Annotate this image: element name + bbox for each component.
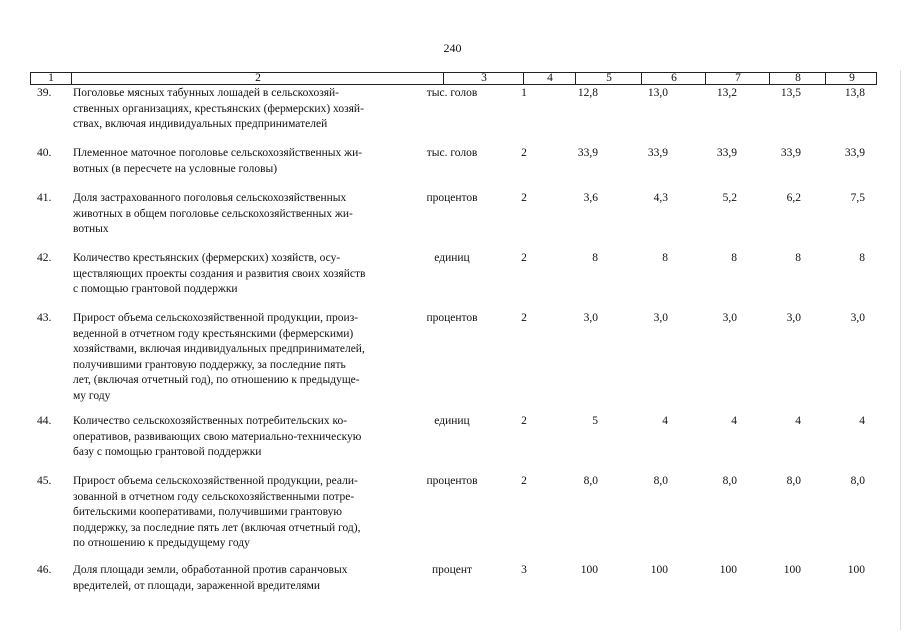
indicator-name-line: Количество крестьянских (фермерских) хозяйств, осу-	[73, 252, 341, 264]
unit: тыс. голов	[426, 147, 478, 159]
value-col-6: 8	[662, 252, 668, 264]
value-col-7: 8,0	[722, 475, 737, 487]
header-col-2: 2	[71, 73, 444, 84]
row-number: 46.	[37, 564, 52, 576]
indicator-name-line: ственных организациях, крестьянских (фермерских) хозяй-	[73, 102, 364, 115]
indicator-name-line: вредителей, от площади, зараженной вредителями	[73, 579, 321, 592]
value-col-7: 4	[731, 415, 737, 427]
row-number: 42.	[37, 252, 52, 264]
header-col-9: 9	[825, 73, 878, 84]
value-col-6: 33,9	[647, 147, 668, 159]
indicator-name	[73, 146, 403, 177]
row-number: 40.	[37, 147, 52, 159]
value-col-7: 8	[731, 252, 737, 264]
unit: процентов	[426, 192, 478, 204]
unit: единиц	[434, 415, 470, 427]
indicator-type: 2	[521, 415, 527, 427]
indicator-name-line: Прирост объема сельскохозяйственной продукции, произ-	[73, 312, 359, 324]
page-number: 240	[443, 41, 462, 55]
indicator-name-line: с помощью грантовой поддержки	[73, 283, 238, 296]
indicator-name-line: му году	[73, 389, 111, 402]
indicator-type: 1	[521, 87, 527, 99]
indicator-name-line: хозяйствами, включая индивидуальных предпринимателей,	[73, 343, 365, 356]
value-col-7: 33,9	[716, 147, 737, 159]
indicator-name	[73, 563, 403, 594]
indicator-name-line: вотных	[73, 223, 109, 236]
scan-edge-line	[900, 70, 901, 630]
value-col-5: 5	[592, 415, 598, 427]
indicator-name-line: Доля застрахованного поголовья сельскохозяйственных	[73, 192, 347, 204]
value-col-6: 4,3	[653, 192, 668, 204]
indicator-name-line: бительскими кооперативами, получившими грантовую	[73, 506, 342, 519]
indicator-type: 2	[521, 192, 527, 204]
value-col-9: 33,9	[844, 147, 865, 159]
value-col-5: 12,8	[577, 87, 598, 99]
header-col-3: 3	[443, 73, 524, 84]
header-col-7: 7	[705, 73, 770, 84]
row-number: 39.	[37, 87, 52, 99]
indicator-name-line: животных в общем поголовье сельскохозяйственных жи-	[73, 207, 353, 220]
value-col-9: 13,8	[844, 87, 865, 99]
indicator-name-line: Прирост объема сельскохозяйственной продукции, реали-	[73, 475, 358, 487]
value-col-5: 8	[592, 252, 598, 264]
table-header-row	[30, 72, 877, 85]
value-col-9: 8,0	[850, 475, 865, 487]
header-col-5: 5	[575, 73, 642, 84]
value-col-5: 33,9	[577, 147, 598, 159]
value-col-5: 3,0	[583, 312, 598, 324]
indicator-name-line: лет, (включая отчетный год), по отношению к предыдуще-	[73, 374, 360, 387]
value-col-7: 3,0	[722, 312, 737, 324]
value-col-8: 8	[795, 252, 801, 264]
row-number: 43.	[37, 312, 52, 324]
indicator-type: 2	[521, 312, 527, 324]
indicator-name-line: Поголовье мясных табунных лошадей в сельскохозяй-	[73, 87, 340, 99]
indicator-name	[73, 311, 403, 405]
value-col-9: 8	[859, 252, 865, 264]
value-col-7: 5,2	[722, 192, 737, 204]
value-col-6: 4	[662, 415, 668, 427]
value-col-6: 100	[650, 564, 668, 576]
row-number: 45.	[37, 475, 52, 487]
value-col-7: 100	[719, 564, 737, 576]
indicator-name	[73, 191, 403, 238]
value-col-9: 4	[859, 415, 865, 427]
indicator-name-line: вотных (в пересчете на условные головы)	[73, 162, 278, 175]
indicator-type: 2	[521, 252, 527, 264]
value-col-6: 8,0	[653, 475, 668, 487]
value-col-8: 3,0	[786, 312, 801, 324]
indicator-name-line: ствах, включая индивидуальных предпринимателей	[73, 118, 328, 131]
unit: тыс. голов	[426, 87, 478, 99]
indicator-name-line: Племенное маточное поголовье сельскохозяйственных жи-	[73, 147, 363, 159]
value-col-9: 3,0	[850, 312, 865, 324]
indicator-name-line: ществляющих проекты создания и развития своих хозяйств	[73, 267, 366, 280]
header-col-1: 1	[48, 72, 54, 84]
value-col-8: 13,5	[780, 87, 801, 99]
value-col-9: 7,5	[850, 192, 865, 204]
indicator-type: 2	[521, 475, 527, 487]
value-col-8: 4	[795, 415, 801, 427]
value-col-5: 3,6	[583, 192, 598, 204]
value-col-8: 100	[783, 564, 801, 576]
value-col-6: 13,0	[647, 87, 668, 99]
header-col-4: 4	[523, 73, 576, 84]
value-col-8: 33,9	[780, 147, 801, 159]
value-col-5: 100	[580, 564, 598, 576]
value-col-5: 8,0	[583, 475, 598, 487]
indicator-name-line: базу с помощью грантовой поддержки	[73, 446, 262, 459]
unit: процентов	[426, 312, 478, 324]
row-number: 44.	[37, 415, 52, 427]
indicator-type: 2	[521, 147, 527, 159]
indicator-type: 3	[521, 564, 527, 576]
indicator-name	[73, 474, 403, 552]
indicator-name	[73, 414, 403, 461]
unit: процентов	[426, 475, 478, 487]
indicator-name-line: оперативов, развивающих свою материально-техническую	[73, 430, 362, 443]
value-col-8: 6,2	[786, 192, 801, 204]
row-number: 41.	[37, 192, 52, 204]
indicator-name-line: Количество сельскохозяйственных потребительских ко-	[73, 415, 348, 427]
value-col-8: 8,0	[786, 475, 801, 487]
value-col-6: 3,0	[653, 312, 668, 324]
value-col-9: 100	[847, 564, 865, 576]
unit: единиц	[434, 252, 470, 264]
header-col-8: 8	[769, 73, 826, 84]
indicator-name-line: Доля площади земли, обработанной против саранчовых	[73, 564, 348, 576]
indicator-name-line: зованной в отчетном году сельскохозяйственными потре-	[73, 490, 355, 503]
indicator-name-line: веденной в отчетном году крестьянскими (фермерскими)	[73, 327, 354, 340]
indicator-name-line: по отношению к предыдущему году	[73, 537, 250, 550]
value-col-7: 13,2	[716, 87, 737, 99]
indicator-name-line: получившими грантовую поддержку, за последние пять	[73, 358, 346, 371]
indicator-name	[73, 86, 403, 133]
indicator-name-line: поддержку, за последние пять лет (включая отчетный год),	[73, 521, 361, 534]
unit: процент	[431, 564, 473, 576]
indicator-name	[73, 251, 403, 298]
header-col-6: 6	[641, 73, 706, 84]
